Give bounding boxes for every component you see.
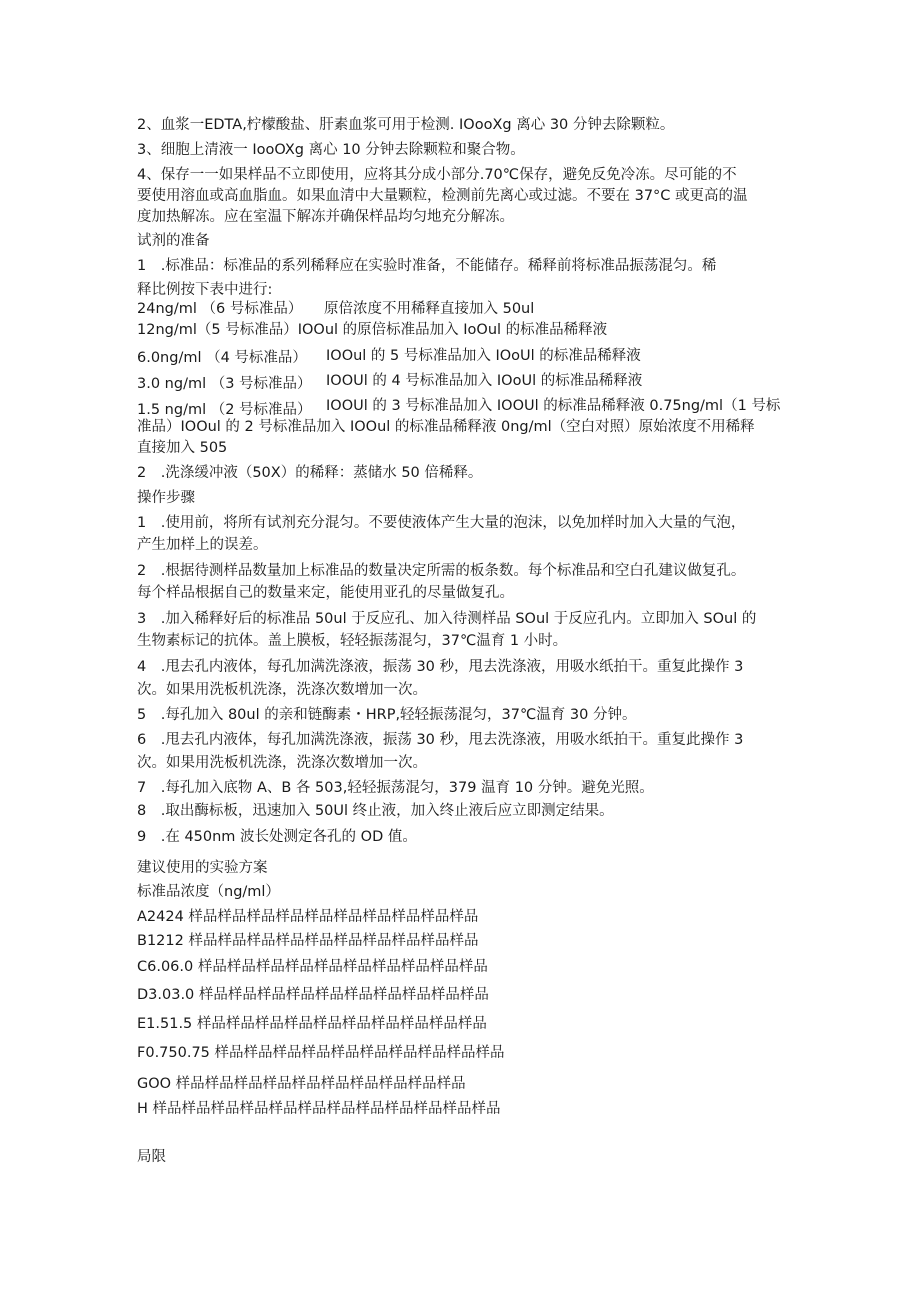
standard-12: 12ng/ml（5 号标准品）IOOul 的原倍标准品加入 IoOul 的标准品稀释液 [137, 322, 608, 338]
standard-24-desc: 原倍浓度不用稀释直接加入 50ul [324, 301, 535, 317]
standard-6-desc: IOOul 的 5 号标准品加入 IOoUl 的标准品稀释液 [326, 348, 641, 364]
procedure-line: 8 .取出酶标板，迅速加入 50Ul 终止液，加入终止液后应立即测定结果。 [137, 803, 614, 819]
sample-note-storage-2: 要使用溶血或高血脂血。如果血清中大量颗粒，检测前先离心或过滤。不要在 37°C 或更高的温 [137, 188, 748, 204]
plate-row: F0.750.75 样品样品样品样品样品样品样品样品样品样品 [137, 1045, 505, 1061]
scheme-heading: 建议使用的实验方案 [137, 860, 268, 876]
plate-row: B1212 样品样品样品样品样品样品样品样品样品样品 [137, 933, 479, 949]
procedure-line: 1 .使用前，将所有试剂充分混匀。不要使液体产生大量的泡沫，以免加样时加入大量的气泡， [137, 515, 746, 531]
sample-note-storage-3: 度加热解冻。应在室温下解冻并确保样品均匀地充分解冻。 [137, 209, 514, 225]
standard-cont-1: 准品）IOOul 的 2 号标准品加入 IOOul 的标准品稀释液 0ng/ml（空白对照）原始浓度不用稀释 [137, 419, 755, 435]
procedure-line: 产生加样上的误差。 [137, 537, 268, 553]
plate-row: C6.06.0 样品样品样品样品样品样品样品样品样品样品 [137, 959, 488, 975]
sample-note-plasma: 2、血浆一EDTA,柠檬酸盐、肝素血浆可用于检测. IOooXg 离心 30 分钟去除颗粒。 [137, 117, 675, 133]
procedure-heading: 操作步骤 [137, 490, 195, 506]
procedure-line: 5 .每孔加入 80ul 的亲和链酶素・HRP,轻轻振荡混匀，37℃温育 30 分钟。 [137, 707, 637, 723]
sample-note-supernatant: 3、细胞上清液一 IooOXg 离心 10 分钟去除颗粒和聚合物。 [137, 142, 525, 158]
procedure-line: 6 .甩去孔内液体，每孔加满洗涤液，振荡 30 秒，甩去洗涤液，用吸水纸拍干。重复此操作 3 [137, 732, 744, 748]
reagent-intro-2: 释比例按下表中进行: [137, 282, 273, 298]
standard-24-label: 24ng/ml （6 号标准品） [137, 301, 303, 317]
reagent-heading: 试剂的准备 [137, 233, 210, 249]
reagent-intro-1: 1 .标准品：标准品的系列稀释应在实验时准备，不能储存。稀释前将标准品振荡混匀。稀 [137, 258, 717, 274]
sample-note-storage-1: 4、保存一一如果样品不立即使用，应将其分成小部分.70℃保存，避免反免冷冻。尽可能的不 [137, 167, 737, 183]
scheme-subheading: 标准品浓度（ng/ml） [137, 884, 280, 900]
plate-row: H 样品样品样品样品样品样品样品样品样品样品样品样品 [137, 1101, 501, 1117]
procedure-line: 每个样品根据自己的数量来定，能使用亚孔的尽量做复孔。 [137, 585, 514, 601]
procedure-line: 9 .在 450nm 波长处测定各孔的 OD 值。 [137, 829, 417, 845]
plate-row: D3.03.0 样品样品样品样品样品样品样品样品样品样品 [137, 987, 489, 1003]
procedure-line: 2 .根据待测样品数量加上标准品的数量决定所需的板条数。每个标准品和空白孔建议做复孔。 [137, 563, 746, 579]
procedure-line: 生物素标记的抗体。盖上膜板，轻轻振荡混匀，37℃温育 1 小时。 [137, 633, 568, 649]
standard-15-label: 1.5 ng/ml （2 号标准品） [137, 402, 312, 418]
standard-3-label: 3.0 ng/ml （3 号标准品） [137, 376, 312, 392]
wash-buffer-note: 2 .洗涤缓冲液（50X）的稀释：蒸储水 50 倍稀释。 [137, 465, 483, 481]
standard-cont-2: 直接加入 505 [137, 440, 228, 456]
plate-row: A2424 样品样品样品样品样品样品样品样品样品样品 [137, 909, 479, 925]
procedure-line: 7 .每孔加入底物 A、B 各 503,轻轻振荡混匀，379 温育 10 分钟。避免光照。 [137, 780, 654, 796]
procedure-line: 次。如果用洗板机洗涤，洗涤次数增加一次。 [137, 755, 427, 771]
procedure-line: 3 .加入稀释好后的标准品 50ul 于反应孔、加入待测样品 SOul 于反应孔内。立即加入 SOul 的 [137, 611, 757, 627]
standard-15-desc: IOOUl 的 3 号标准品加入 IOOUl 的标准品稀释液 0.75ng/ml（1 号标 [326, 398, 781, 414]
procedure-line: 4 .甩去孔内液体，每孔加满洗涤液，振荡 30 秒，甩去洗涤液，用吸水纸拍干。重复此操作 3 [137, 659, 744, 675]
standard-3-desc: IOOUl 的 4 号标准品加入 IOoUl 的标准品稀释液 [326, 373, 643, 389]
plate-row: E1.51.5 样品样品样品样品样品样品样品样品样品样品 [137, 1016, 487, 1032]
limits-heading: 局限 [137, 1149, 166, 1165]
standard-6-label: 6.0ng/ml （4 号标准品） [137, 350, 307, 366]
procedure-line: 次。如果用洗板机洗涤，洗涤次数增加一次。 [137, 682, 427, 698]
plate-row: GOO 样品样品样品样品样品样品样品样品样品样品 [137, 1076, 466, 1092]
